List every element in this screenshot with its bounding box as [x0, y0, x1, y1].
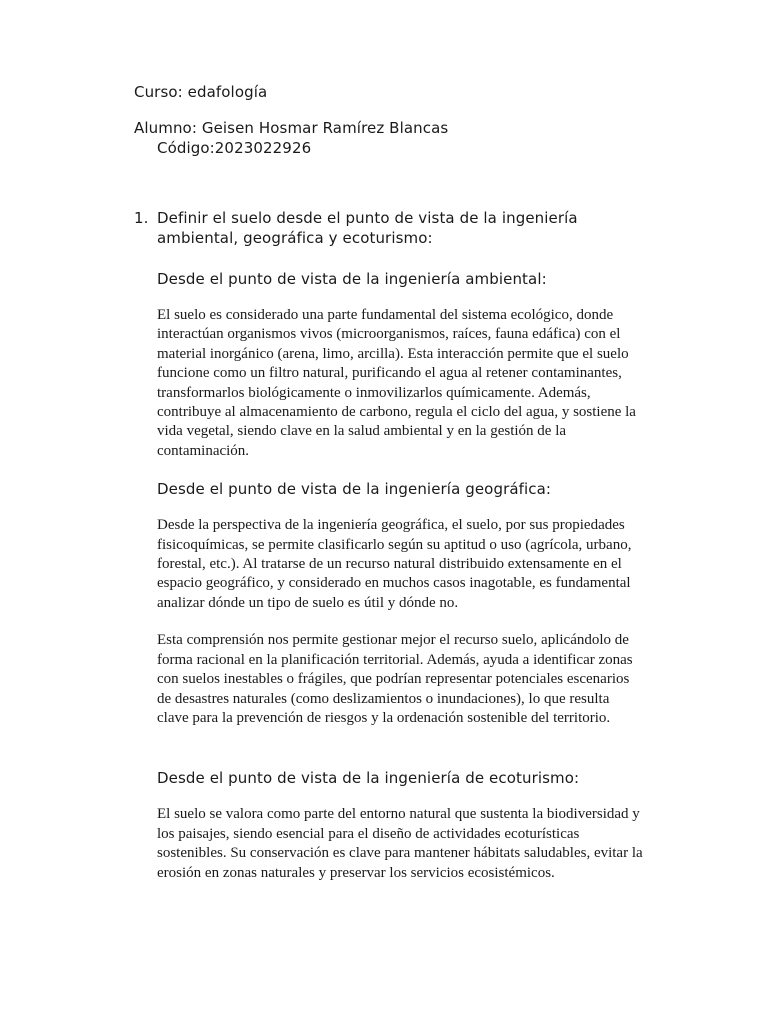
question-text-line: Definir el suelo desde el punto de vista de la ingeniería	[157, 209, 578, 227]
paragraph-line: transformarlos biológicamente o inmovilizarlos químicamente. Además,	[157, 384, 591, 401]
paragraph-line: los paisajes, siendo esencial para el diseño de actividades ecoturísticas	[157, 825, 580, 842]
paragraph-line: fisicoquímicas, se permite clasificarlo según su aptitud o uso (agrícola, urbano,	[157, 536, 632, 553]
paragraph-line: erosión en zonas naturales y preservar los servicios ecosistémicos.	[157, 864, 555, 881]
paragraph-line: material inorgánico (arena, limo, arcilla). Esta interacción permite que el suelo	[157, 345, 629, 362]
section-heading-geografica: Desde el punto de vista de la ingeniería geográfica:	[157, 480, 552, 499]
paragraph-geografica-2	[157, 631, 658, 728]
section-heading-ecoturismo: Desde el punto de vista de la ingeniería de ecoturismo:	[157, 769, 580, 788]
paragraph-ambiental	[157, 306, 658, 461]
question-text-line: ambiental, geográfica y ecoturismo:	[157, 229, 433, 247]
student-line: Alumno: Geisen Hosmar Ramírez Blancas	[134, 119, 449, 137]
paragraph-line: analizar dónde un tipo de suelo es útil y dónde no.	[157, 594, 459, 611]
paragraph-line: de desastres naturales (como deslizamientos o inundaciones), lo que resulta	[157, 690, 610, 707]
paragraph-line: con suelos inestables o frágiles, que podrían representar potenciales escenarios	[157, 671, 630, 688]
paragraph-line: funcione como un filtro natural, purificando el agua al retener contaminantes,	[157, 365, 622, 382]
paragraph-line: Esta comprensión nos permite gestionar mejor el recurso suelo, aplicándolo de	[157, 632, 629, 649]
paragraph-ecoturismo	[157, 805, 658, 883]
paragraph-line: forestal, etc.). Al tratarse de un recurso natural distribuido extensamente en el	[157, 556, 622, 573]
question-number: 1.	[134, 209, 149, 227]
paragraph-line: vida vegetal, siendo clave en la salud ambiental y en la gestión de la	[157, 423, 567, 440]
paragraph-line: sostenibles. Su conservación es clave para mantener hábitats saludables, evitar la	[157, 845, 643, 862]
course-line: Curso: edafología	[134, 83, 268, 101]
paragraph-line: El suelo es considerado una parte fundamental del sistema ecológico, donde	[157, 307, 614, 323]
paragraph-line: contaminación.	[157, 442, 250, 459]
question-item	[134, 208, 658, 248]
paragraph-line: contribuye al almacenamiento de carbono, regula el ciclo del agua, y sostiene la	[157, 404, 636, 421]
paragraph-line: El suelo se valora como parte del entorno natural que sustenta la biodiversidad y	[157, 806, 640, 823]
paragraph-line: Desde la perspectiva de la ingeniería geográfica, el suelo, por sus propiedades	[157, 517, 625, 534]
paragraph-geografica-1	[157, 516, 658, 613]
section-heading-ambiental: Desde el punto de vista de la ingeniería ambiental:	[157, 270, 547, 288]
paragraph-line: forma racional en la planificación territorial. Además, ayuda a identificar zonas	[157, 651, 633, 668]
paragraph-line: espacio geográfico, y considerado en muchos casos inagotable, es fundamental	[157, 575, 631, 592]
code-line: Código:2023022926	[157, 139, 312, 157]
paragraph-line: clave para la prevención de riesgos y la ordenación sostenible del territorio.	[157, 709, 611, 726]
section-ambiental	[157, 269, 658, 883]
paragraph-line: interactúan organismos vivos (microorganismos, raíces, fauna edáfica) con el	[157, 326, 621, 343]
